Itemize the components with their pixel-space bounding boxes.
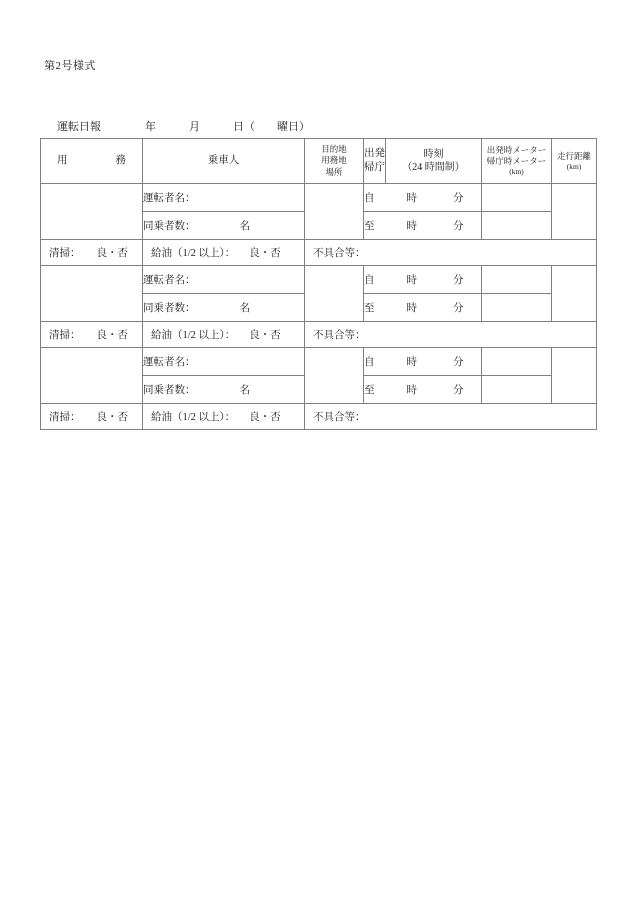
header-destination: 目的地 用務地 場所 (305, 139, 364, 184)
defect-note-cell[interactable]: 不具合等： (305, 404, 597, 430)
time-from-cell[interactable]: 自 時 分 (364, 266, 482, 294)
passenger-count-cell[interactable]: 同乗者数： 名 (143, 294, 305, 322)
time-to-cell[interactable]: 至 時 分 (364, 212, 482, 240)
meter-end-cell[interactable] (482, 376, 552, 404)
cleaning-check-cell[interactable]: 清掃： 良・否 (41, 322, 143, 348)
header-passengers: 乗車人 (143, 139, 305, 184)
header-duty: 用 務 (41, 139, 143, 184)
check-row (41, 404, 597, 430)
time-from-cell[interactable]: 自 時 分 (364, 184, 482, 212)
destination-input-cell[interactable] (305, 184, 364, 240)
form-number: 第2号様式 (44, 60, 96, 72)
cleaning-check-cell[interactable]: 清掃： 良・否 (41, 240, 143, 266)
refuel-check-cell[interactable]: 給油（1/2 以上）： 良・否 (143, 322, 305, 348)
defect-note-cell[interactable]: 不具合等： (305, 240, 597, 266)
distance-cell[interactable] (552, 348, 597, 404)
driver-name-cell[interactable]: 運転者名： (143, 348, 305, 376)
entry-row-driver (41, 184, 597, 212)
driver-name-cell[interactable]: 運転者名： (143, 266, 305, 294)
destination-input-cell[interactable] (305, 266, 364, 322)
meter-end-cell[interactable] (482, 294, 552, 322)
distance-cell[interactable] (552, 184, 597, 240)
caption-date-blanks: 年 月 日（ 曜日） (145, 121, 310, 133)
meter-start-cell[interactable] (482, 184, 552, 212)
caption-title: 運転日報 (57, 121, 101, 133)
header-distance: 走行距離 (km) (552, 139, 597, 184)
passenger-count-cell[interactable]: 同乗者数： 名 (143, 212, 305, 240)
header-time: 時刻 （24 時間制） (386, 139, 482, 184)
table-caption (40, 118, 586, 134)
time-from-cell[interactable]: 自 時 分 (364, 348, 482, 376)
distance-cell[interactable] (552, 266, 597, 322)
time-to-cell[interactable]: 至 時 分 (364, 376, 482, 404)
entry-row-driver (41, 348, 597, 376)
destination-input-cell[interactable] (305, 348, 364, 404)
cleaning-check-cell[interactable]: 清掃： 良・否 (41, 404, 143, 430)
driver-name-cell[interactable]: 運転者名： (143, 184, 305, 212)
entry-row-driver (41, 266, 597, 294)
header-meter: 出発時メーター 帰庁時メーター (km) (482, 139, 552, 184)
meter-start-cell[interactable] (482, 348, 552, 376)
check-row (41, 240, 597, 266)
meter-end-cell[interactable] (482, 212, 552, 240)
check-row (41, 322, 597, 348)
refuel-check-cell[interactable]: 給油（1/2 以上）： 良・否 (143, 240, 305, 266)
duty-input-cell[interactable] (41, 184, 143, 240)
table-header-row (41, 139, 597, 184)
refuel-check-cell[interactable]: 給油（1/2 以上）： 良・否 (143, 404, 305, 430)
meter-start-cell[interactable] (482, 266, 552, 294)
passenger-count-cell[interactable]: 同乗者数： 名 (143, 376, 305, 404)
driving-log-table (40, 138, 597, 430)
duty-input-cell[interactable] (41, 266, 143, 322)
time-to-cell[interactable]: 至 時 分 (364, 294, 482, 322)
defect-note-cell[interactable]: 不具合等： (305, 322, 597, 348)
duty-input-cell[interactable] (41, 348, 143, 404)
header-depart-return: 出発 帰庁 (364, 139, 386, 184)
